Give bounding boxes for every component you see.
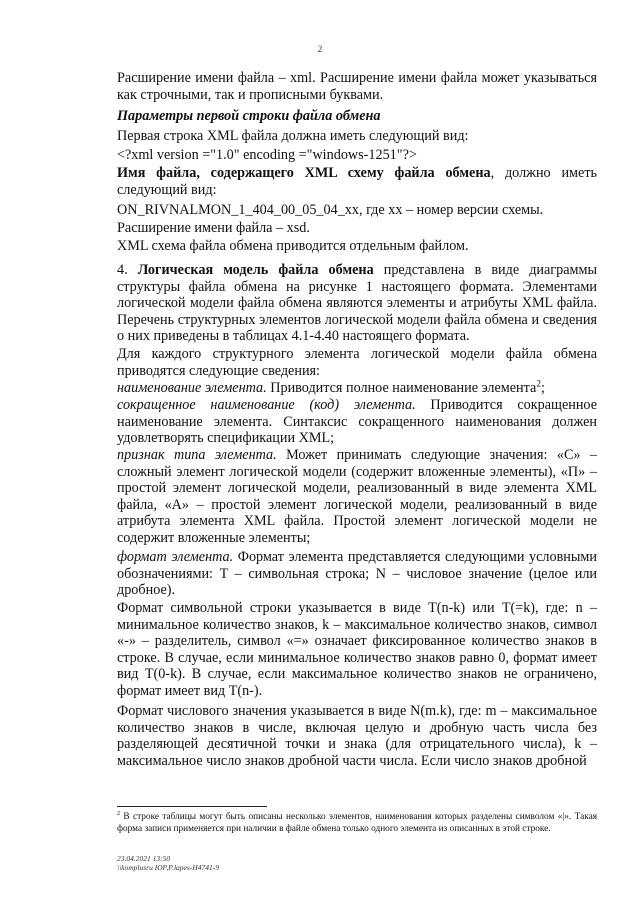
schema-name-value: ON_RIVNALMON_1_404_00_05_04_xx, где xx – номер версии схемы. [117,202,544,218]
footnote-marker: 2 [117,810,121,817]
schema-separate-file: XML схема файла обмена приводится отдельным файлом. [117,238,469,254]
item-format [117,549,597,599]
schema-extension: Расширение имени файла – xsd. [117,220,310,236]
item-name [117,380,597,397]
extension-text: Расширение имени файла – xml. Расширение имени файла может указываться как строчными, так и прописными буквами. [117,70,597,103]
xml-declaration: <?xml version ="1.0" encoding ="windows-1251"?> [117,147,417,163]
footnote-text: В строке таблицы могут быть описаны несколько элементов, наименования которых разделены символом «|». Такая форма записи применяется при наличии в файле обмена только одного элемента из описанных в этой строке. [117,812,597,834]
footnote-divider [117,806,267,807]
item-name-label: наименование элемента. [117,380,267,396]
paragraph-for-each: Для каждого структурного элемента логической модели файла обмена приводятся следующие сведения: [117,346,597,379]
item-short-name-label: сокращенное наименование (код) элемента. [117,397,416,413]
schema-name-rest: , должно иметь следующий вид: [117,165,597,198]
footnote [117,812,597,835]
item-type [117,447,597,547]
first-line-intro: Первая строка XML файла должна иметь следующий вид: [117,128,469,144]
item-type-label: признак типа элемента. [117,447,277,463]
schema-name-bold: Имя файла, содержащего XML схему файла обмена [117,165,491,181]
section-4-text: представлена в виде диаграммы структуры файла обмена на рисунке 1 настоящего формата. Элементами логической модели файла обмена являются элементы и атрибуты XML файла. Перечень структурных элементов логической модели файла обмена и сведения о них приведены в таблицах 4.1-4.40 настоящего формата. [117,262,598,345]
item-type-text: Может принимать следующие значения: «С» – сложный элемент логической модели (содержит вложенные элементы), «П» – простой элемент логической модели, реализованный в виде элемента XML файла, «А» – простой элемент логической модели, реализованный в виде атрибута элемента XML файла. Простой элемент логической модели не содержит вложенные элементы; [117,447,597,546]
section-4-number: 4. [117,262,138,278]
section-4-paragraph [117,262,597,345]
stamp-date: 23.04.2021 13:50 [117,854,171,863]
footnote-ref: 2 [536,378,541,389]
heading-first-line-params: Параметры первой строки файла обмена [117,108,381,124]
paragraph-extension [117,70,597,103]
item-short-name-text: Приводится сокращенное наименование элемента. Синтаксис сокращенного наименования должен удовлетворять спецификации XML; [117,397,597,447]
stamp-path: \\komplusru ЮР,Р.lapes-H4741-9 [117,863,219,872]
print-stamp [117,854,219,872]
paragraph-format-number: Формат числового значения указывается в виде N(m.k), где: m – максимальное количество знаков в числе, включая целую и дробную часть числа без разделяющей десятичной точки и знака (для отрицательного числа), k – максимальное число знаков дробной части числа. Если число знаков дробной [117,703,597,769]
item-name-text: Приводится полное наименование элемента [266,380,537,396]
section-4-title: Логическая модель файла обмена [137,262,374,278]
paragraph-schema-name [117,165,597,198]
item-name-end: ; [540,380,545,396]
item-format-text: Формат элемента представляется следующими условными обозначениями: T – символьная строка; N – числовое значение (целое или дробное). [117,549,597,599]
page-number: 2 [317,44,323,54]
item-short-name [117,397,597,447]
item-format-label: формат элемента. [117,549,234,565]
paragraph-format-string: Формат символьной строки указывается в виде T(n-k) или T(=k), где: n – минимальное количество знаков, k – максимальное количество знаков, символ «-» – разделитель, символ «=» означает фиксированное количество знаков в строке. В случае, если минимальное количество знаков равно 0, формат имеет вид T(0-k). В случае, если максимальное количество знаков не ограничено, формат имеет вид T(n-). [117,600,597,699]
